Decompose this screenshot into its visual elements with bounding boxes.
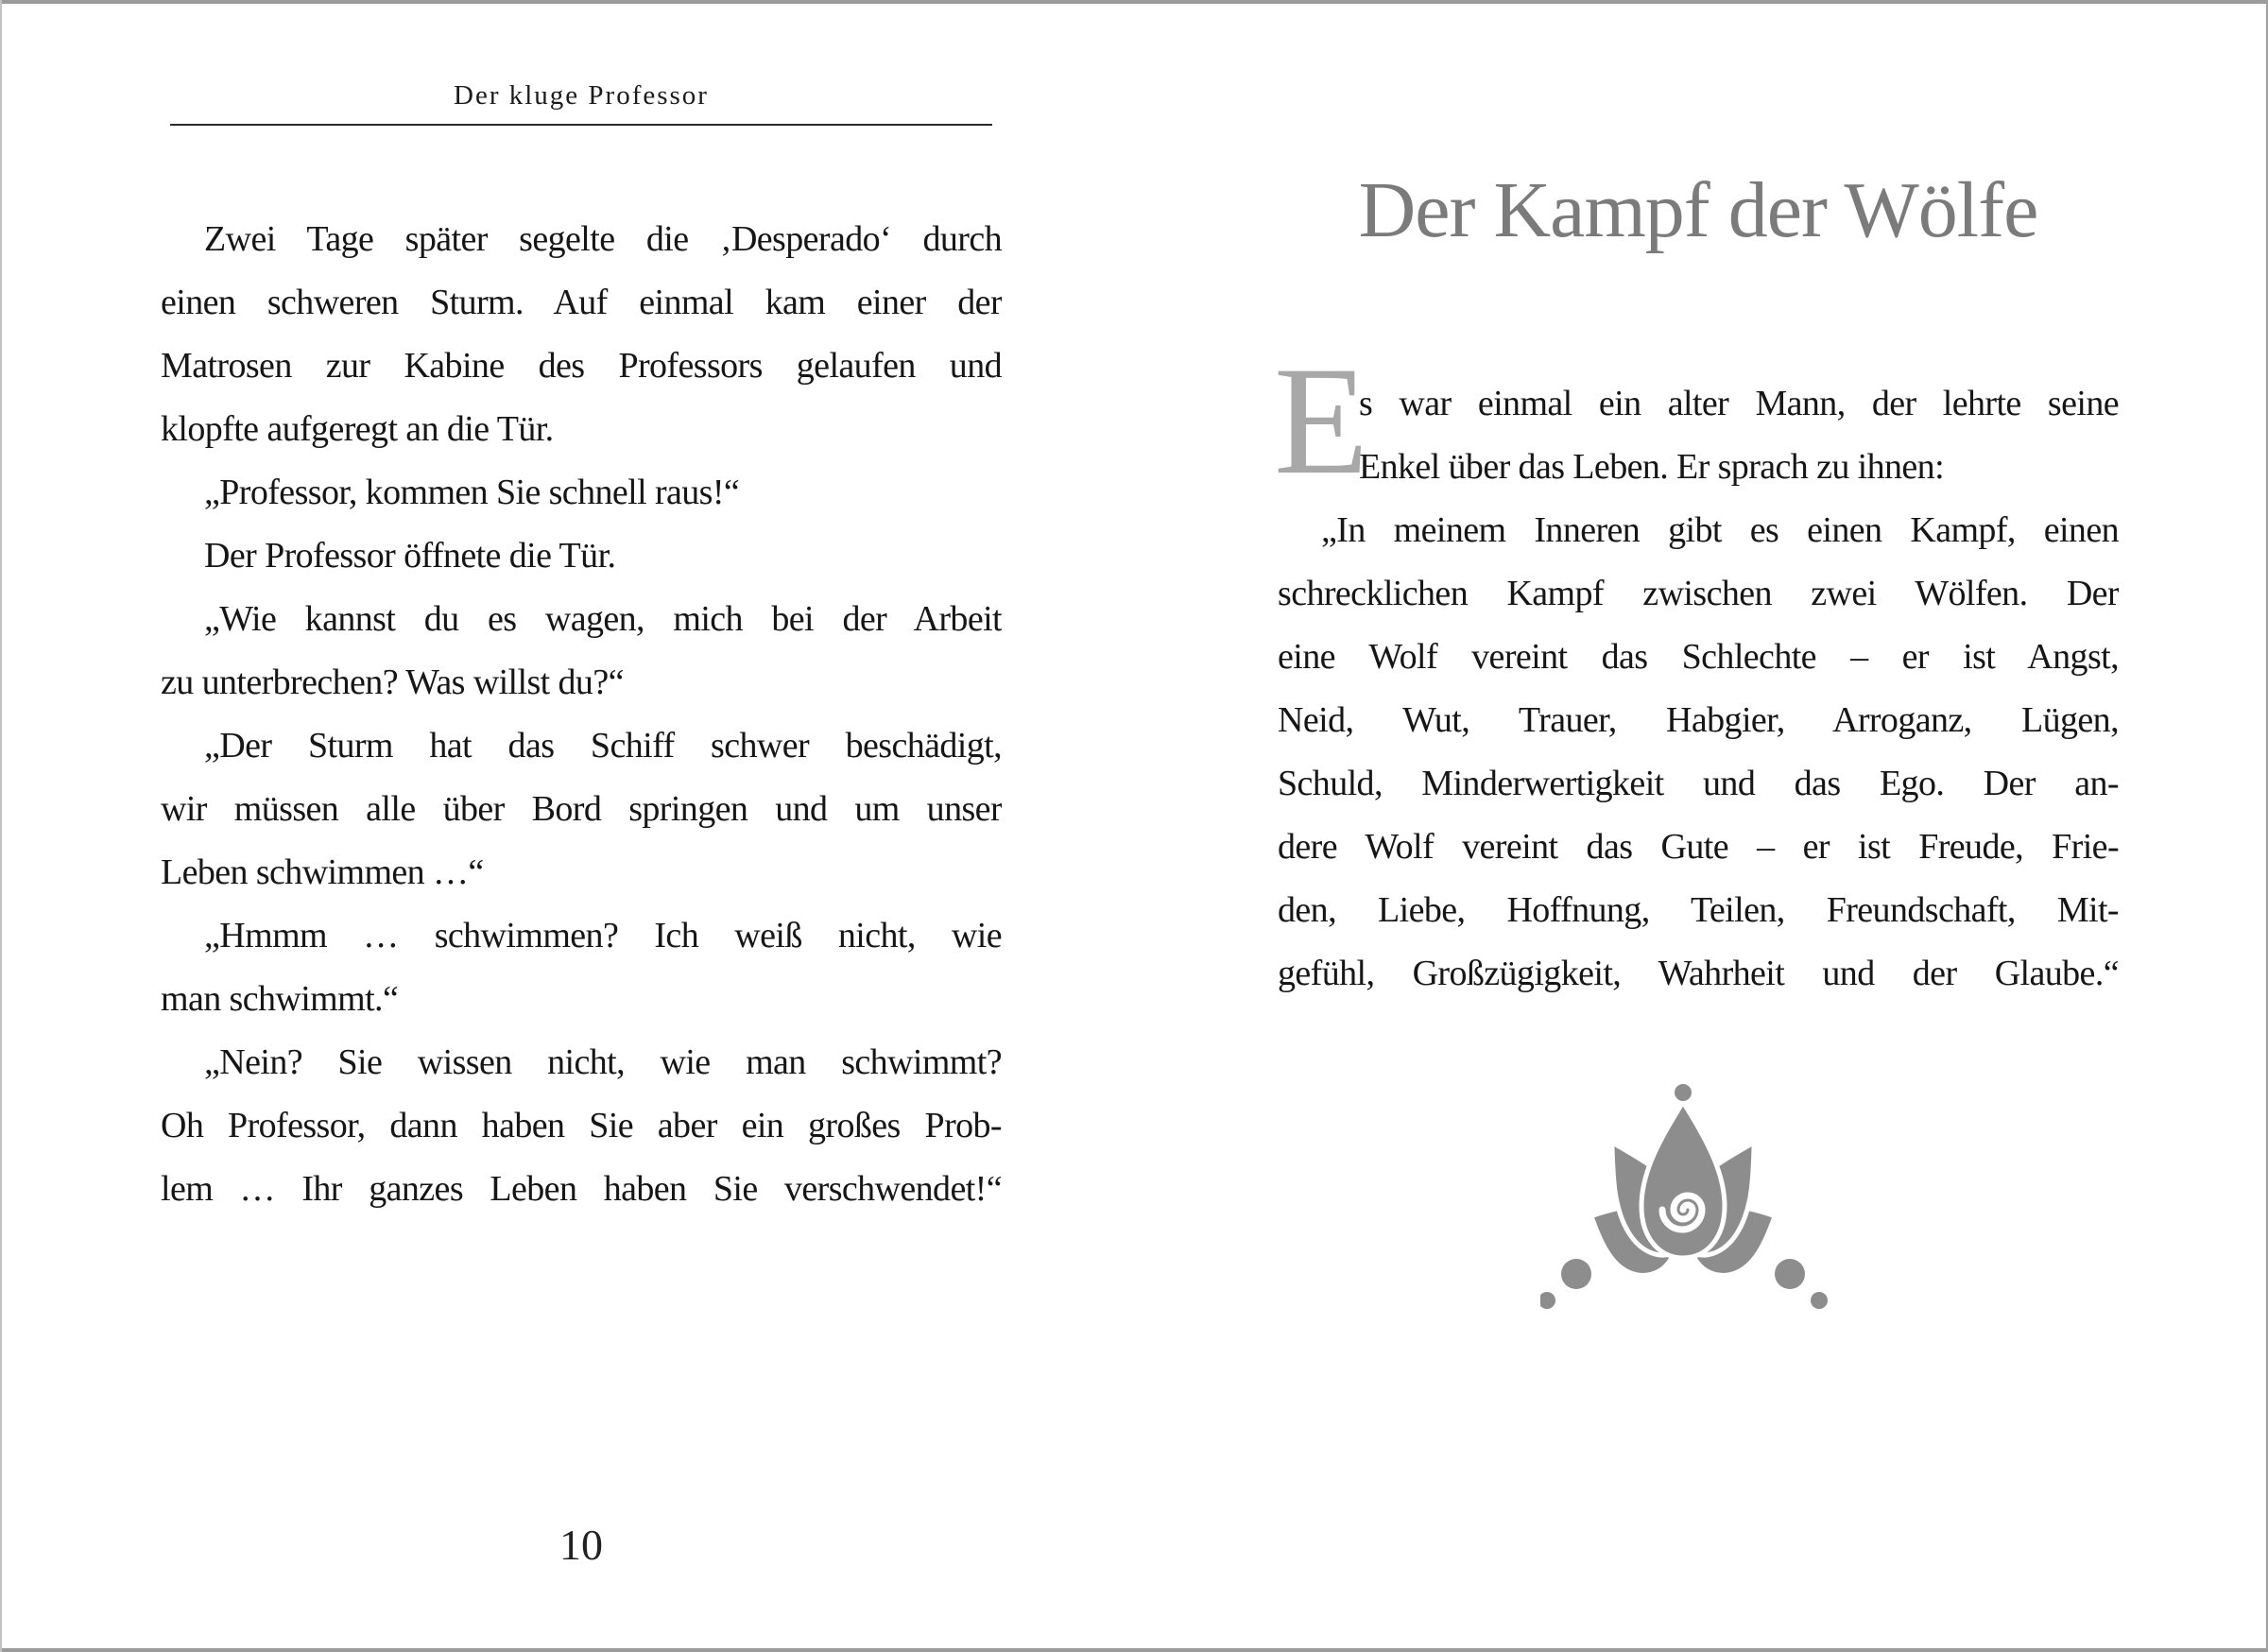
text-line: „Nein? Sie wissen nicht, wie man schwimmt? [204, 1042, 1002, 1082]
top-dot [1675, 1084, 1692, 1101]
right-page-body-text [1274, 336, 2119, 1006]
text-line: „In meinem Inneren gibt es einen Kampf, einen [1321, 510, 2119, 550]
text-line: einen schweren Sturm. Auf einmal kam einer der [161, 283, 1002, 322]
left-edge-strip [0, 0, 2, 1652]
text-line: eine Wolf vereint das Schlechte – er ist Angst, [1278, 637, 2119, 677]
text-line: „Wie kannst du es wagen, mich bei der Arbeit [204, 599, 1002, 639]
text-line: Zwei Tage später segelte die ‚Desperado‘ durch [204, 219, 1002, 259]
text-line: zu unterbrechen? Was willst du?“ [161, 663, 624, 702]
text-line: den, Liebe, Hoffnung, Teilen, Freundschaft, Mit- [1278, 890, 2119, 930]
running-header: Der kluge Professor [170, 79, 992, 126]
text-line: schrecklichen Kampf zwischen zwei Wölfen. Der [1278, 574, 2119, 613]
page-number: 10 [559, 1521, 603, 1569]
text-line: man schwimmt.“ [161, 979, 399, 1019]
text-line: wir müssen alle über Bord springen und um unser [161, 789, 1002, 829]
text-line: Schuld, Minderwertigkeit und das Ego. Der an- [1278, 764, 2119, 803]
text-line: Leben schwimmen …“ [161, 852, 484, 892]
text-line: Neid, Wut, Trauer, Habgier, Arroganz, Lügen, [1278, 700, 2119, 740]
text-line: Oh Professor, dann haben Sie aber ein großes Prob- [161, 1106, 1002, 1145]
text-line: „Hmmm … schwimmen? Ich weiß nicht, wie [204, 916, 1002, 955]
chapter-title: Der Kampf der Wölfe [1358, 166, 2038, 254]
text-line: dere Wolf vereint das Gute – er ist Freude, Frie- [1278, 827, 2119, 867]
left-dot [1561, 1259, 1591, 1289]
text-line: Der Professor öffnete die Tür. [204, 536, 616, 576]
drop-cap: E [1274, 336, 1368, 507]
right-dot [1775, 1259, 1805, 1289]
far-right-dot [1811, 1292, 1828, 1309]
text-line: klopfte aufgeregt an die Tür. [161, 409, 554, 449]
text-line: Matrosen zur Kabine des Professors gelaufen und [161, 346, 1002, 386]
bottom-edge-strip [0, 1648, 2268, 1652]
text-line: „Professor, kommen Sie schnell raus!“ [204, 473, 740, 512]
text-line: „Der Sturm hat das Schiff schwer beschädigt, [204, 726, 1002, 766]
text-line: lem … Ihr ganzes Leben haben Sie verschwendet!“ [161, 1169, 1002, 1209]
far-left-dot [1540, 1292, 1555, 1309]
left-page-body-text [161, 208, 1002, 1221]
text-line: gefühl, Großzügigkeit, Wahrheit und der Glaube.“ [1278, 954, 2119, 993]
text-line: s war einmal ein alter Mann, der lehrte seine [1359, 384, 2119, 423]
text-line: Enkel über das Leben. Er sprach zu ihnen: [1359, 447, 1945, 487]
top-edge-strip [0, 0, 2268, 4]
lotus-ornament-icon [1540, 1076, 1843, 1321]
